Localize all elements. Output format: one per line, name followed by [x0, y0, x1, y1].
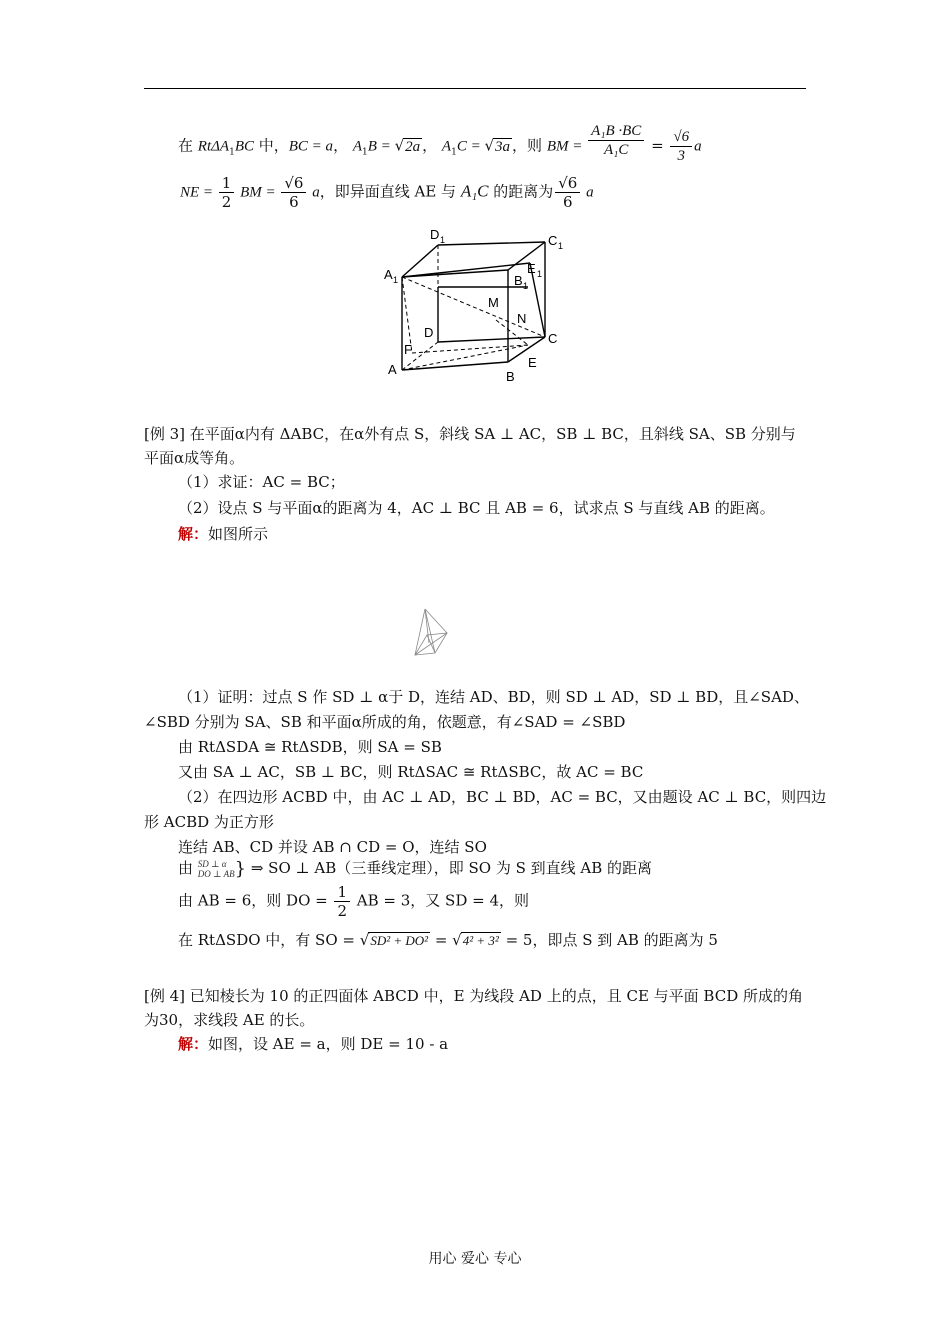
example-3-line-1: [例 3] 在平面α内有 ΔABC，在α外有点 S，斜线 SA ⊥ AC，SB ⊥ BC，且斜线 SA、SB 分别与: [144, 425, 796, 443]
proof-line-2: ∠SBD 分别为 SA、SB 和平面α所成的角，依题意，有∠SAD = ∠SBD: [144, 713, 626, 731]
svg-text:N: N: [517, 311, 527, 326]
formula-line-1: 在 RtΔA$_1$BC 中，BC = a， $A_1B = √2a$ ， $A_1C = √3a$ ，则 BM = $\frac{\text{A₁B ·BC}}{\text{A₁C}}$ = $\frac{√6}{3}$ a: [178, 123, 702, 164]
formula-line-2: NE = $\frac{1}{2}$ BM = $\frac{√6}{6}$ a，即异面直线 AE 与 A₁C 的距离为 $\frac{√6}{6}$ a: [180, 174, 594, 211]
header-rule: [144, 88, 806, 89]
solution-label: 解：: [178, 1035, 209, 1053]
svg-text:E: E: [527, 261, 536, 276]
svg-text:1: 1: [558, 241, 564, 251]
svg-text:1: 1: [393, 275, 399, 285]
proof-line-6: 形 ACBD 为正方形: [144, 813, 274, 831]
svg-text:1: 1: [537, 269, 543, 279]
example-3-line-2: 平面α成等角。: [144, 449, 245, 467]
proof-line-1: （1）证明：过点 S 作 SD ⊥ α于 D，连结 AD、BD，则 SD ⊥ AD，SD ⊥ BD，且∠SAD、: [178, 688, 809, 706]
proof-line-10: 在 RtΔSDO 中，有 SO = √SD² + DO² = √4² + 3² = 5，即点 S 到 AB 的距离为 5: [178, 931, 718, 949]
pyramid-figure: [405, 605, 453, 661]
proof-line-3: 由 RtΔSDA ≅ RtΔSDB，则 SA = SB: [178, 738, 442, 756]
example-4-solution: 解：如图，设 AE = a，则 DE = 10 - a: [178, 1035, 449, 1053]
svg-text:M: M: [488, 295, 499, 310]
example-3-solution: 解：如图所示: [178, 525, 269, 543]
proof-line-5: （2）在四边形 ACBD 中，由 AC ⊥ AD，BC ⊥ BD，AC = BC，又由题设 AC ⊥ BC，则四边: [178, 788, 827, 806]
proof-line-8: 由 SD ⊥ α DO ⊥ AB } ⇒ SO ⊥ AB（三垂线定理），即 SO 为 S 到直线 AB 的距离: [178, 858, 653, 880]
svg-text:B: B: [506, 369, 515, 384]
page-footer: 用心 爱心 专心: [428, 1251, 522, 1267]
svg-text:E: E: [528, 355, 537, 370]
svg-text:D: D: [430, 227, 440, 242]
svg-text:D: D: [424, 325, 434, 340]
solution-label: 解：: [178, 525, 209, 543]
svg-text:F: F: [404, 342, 412, 357]
example-3-question-1: （1）求证：AC = BC；: [178, 473, 345, 491]
svg-text:A: A: [384, 267, 393, 282]
proof-line-9: 由 AB = 6，则 DO = $\frac{1}{2}$ AB = 3，又 SD = 4，则: [178, 883, 530, 920]
cube-figure: [380, 225, 580, 390]
example-4-line-1: [例 4] 已知棱长为 10 的正四面体 ABCD 中，E 为线段 AD 上的点，且 CE 与平面 BCD 所成的角: [144, 987, 803, 1005]
example-4-line-2: 为30，求线段 AE 的长。: [144, 1011, 315, 1029]
svg-text:B: B: [514, 273, 523, 288]
svg-text:1: 1: [523, 281, 529, 291]
svg-text:A: A: [388, 362, 397, 377]
svg-text:C: C: [548, 233, 558, 248]
example-3-question-2: （2）设点 S 与平面α的距离为 4，AC ⊥ BC 且 AB = 6，试求点 S 与直线 AB 的距离。: [178, 499, 775, 517]
proof-line-4: 又由 SA ⊥ AC，SB ⊥ BC，则 RtΔSAC ≅ RtΔSBC，故 AC = BC: [178, 763, 644, 781]
svg-text:1: 1: [440, 235, 446, 245]
proof-line-7: 连结 AB、CD 并设 AB ∩ CD = O，连结 SO: [178, 838, 487, 856]
svg-text:C: C: [548, 331, 558, 346]
